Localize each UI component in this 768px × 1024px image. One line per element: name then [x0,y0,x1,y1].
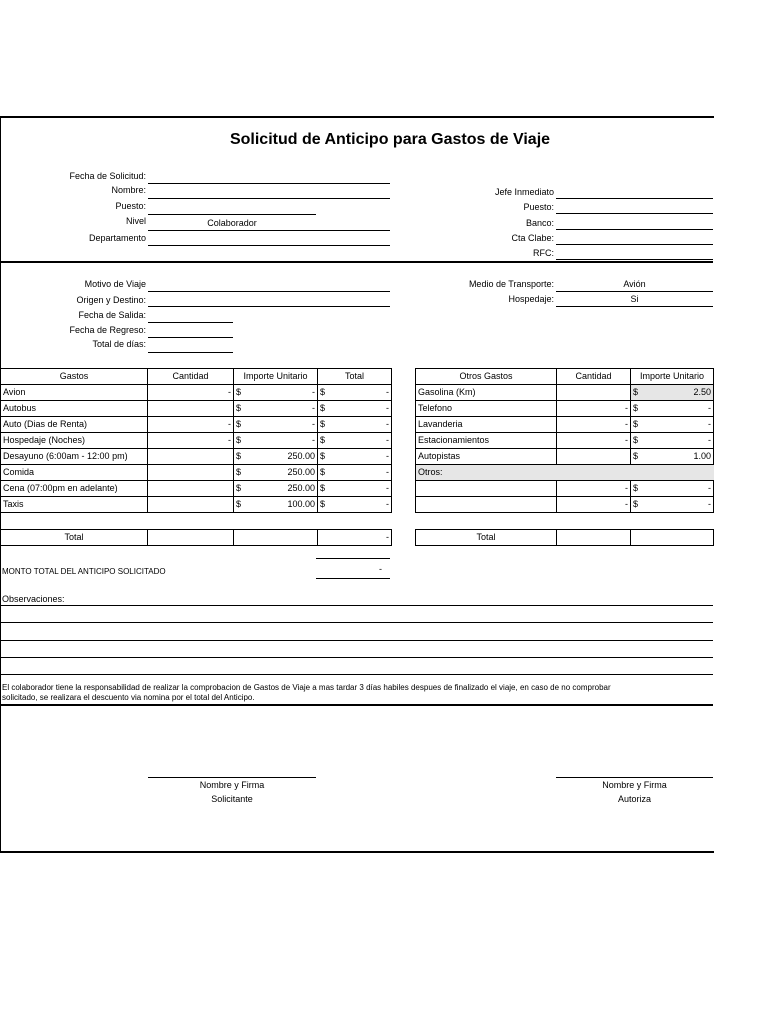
total-row [1,530,392,546]
other-expense-qty[interactable]: - [557,401,631,417]
field-label-puesto-jefe: Puesto: [523,202,554,212]
field-line-hospedaje [556,306,713,307]
other-expense-unit[interactable]: - [708,499,711,509]
signature-caption: Nombre y Firma [199,780,265,790]
currency-symbol: $ [236,451,242,461]
field-line-motivo[interactable] [148,291,390,292]
header-gastos: Gastos [1,369,148,385]
other-expense-unit[interactable]: - [708,483,711,493]
field-line-nivel [148,230,390,231]
field-label-fecha-solicitud: Fecha de Solicitud: [69,171,146,181]
signature-caption: Nombre y Firma [602,780,667,790]
expense-total: - [386,483,389,493]
currency-symbol: $ [320,499,326,509]
signature-line-solicitante [148,777,316,778]
observaciones-line[interactable] [0,605,713,606]
field-label-transporte: Medio de Transporte: [468,279,554,289]
table-header-row [416,369,714,385]
currency-symbol: $ [320,435,326,445]
total-label: Total [416,530,557,546]
other-expense-unit[interactable]: - [708,419,711,429]
other-expense-name: Telefono [416,401,557,417]
currency-symbol: $ [236,499,242,509]
field-line-banco[interactable] [556,229,713,230]
currency-symbol: $ [633,435,639,445]
total-row [416,530,714,546]
expense-total: - [386,435,389,445]
other-expense-qty[interactable] [557,385,631,401]
expense-name: Autobus [1,401,148,417]
currency-symbol: $ [236,483,242,493]
field-label-hospedaje: Hospedaje: [508,294,554,304]
observaciones-line[interactable] [0,674,713,675]
table-row [416,417,714,433]
other-expense-qty[interactable]: - [557,417,631,433]
field-label-total-dias: Total de días: [92,339,146,349]
header-importe: Importe Unitario [234,369,318,385]
expense-unit[interactable]: 100.00 [287,499,315,509]
header-otros-gastos: Otros Gastos [416,369,557,385]
header-cantidad: Cantidad [557,369,631,385]
field-line-puesto-jefe[interactable] [556,213,713,214]
currency-symbol: $ [633,387,639,397]
field-label-cta-clabe: Cta Clabe: [511,233,554,243]
currency-symbol: $ [320,403,326,413]
expense-total: - [386,451,389,461]
expense-total: - [386,499,389,509]
other-expense-unit[interactable]: 1.00 [693,451,711,461]
field-label-puesto: Puesto: [115,201,146,211]
expense-unit[interactable]: - [312,387,315,397]
field-line-nombre[interactable] [148,198,390,199]
field-line-fecha-regreso[interactable] [148,337,233,338]
other-expense-name: Estacionamientos [416,433,557,449]
table-row [416,481,714,497]
currency-symbol: $ [236,387,242,397]
disclaimer-line-2: solicitado, se realizara el descuento via nomina por el total del Anticipo. [2,693,255,702]
currency-symbol: $ [320,467,326,477]
currency-symbol: $ [320,451,326,461]
currency-symbol: $ [633,483,639,493]
expense-qty[interactable]: - [148,433,234,449]
expense-name: Comida [1,465,148,481]
signature-role: Autoriza [617,794,652,804]
table-row [1,401,392,417]
other-expense-qty[interactable]: - [557,481,631,497]
table-row [416,433,714,449]
expense-name: Desayuno (6:00am - 12:00 pm) [1,449,148,465]
table-row [1,417,392,433]
other-expense-unit[interactable]: 2.50 [693,387,711,397]
field-line-jefe[interactable] [556,198,713,199]
other-expense-qty[interactable]: - [557,433,631,449]
expenses-table [0,368,392,513]
section-divider [0,261,713,263]
table-row [1,385,392,401]
table-row [416,449,714,465]
signature-autoriza [556,780,713,804]
currency-symbol: $ [633,419,639,429]
other-expense-name: Gasolina (Km) [416,385,557,401]
expense-unit[interactable]: 250.00 [287,483,315,493]
header-importe: Importe Unitario [631,369,714,385]
monto-label: MONTO TOTAL DEL ANTICIPO SOLICITADO [2,567,166,576]
other-expense-name[interactable] [416,497,557,513]
header-cantidad: Cantidad [148,369,234,385]
table-row [1,433,392,449]
expense-total: - [386,419,389,429]
other-expense-qty[interactable] [557,449,631,465]
expense-total: - [386,387,389,397]
observaciones-line[interactable] [0,640,713,641]
signature-solicitante [148,780,316,804]
header-total: Total [318,369,392,385]
expense-unit[interactable]: - [312,419,315,429]
other-expenses-total-table [415,529,714,546]
field-value-hospedaje[interactable]: Si [630,294,639,304]
field-line-total-dias[interactable] [148,352,233,353]
expense-qty[interactable] [148,481,234,497]
expense-total: - [386,403,389,413]
table-row [1,481,392,497]
field-label-nivel: Nivel [125,216,146,226]
currency-symbol: $ [236,419,242,429]
otros-row [416,465,714,481]
disclaimer-divider [0,704,713,706]
signature-line-autoriza [556,777,713,778]
currency-symbol: $ [320,419,326,429]
field-label-nombre: Nombre: [111,185,146,195]
expense-qty[interactable] [148,401,234,417]
expense-qty[interactable]: - [148,385,234,401]
table-row [1,465,392,481]
field-line-fecha-salida[interactable] [148,322,233,323]
field-line-fecha-solicitud[interactable] [148,183,390,184]
expense-unit[interactable]: 250.00 [287,467,315,477]
expense-total: - [386,467,389,477]
expenses-total-table [0,529,392,546]
disclaimer-text [2,683,713,703]
expense-name: Cena (07:00pm en adelante) [1,481,148,497]
field-label-motivo: Motivo de Viaje [84,279,146,289]
field-label-jefe: Jefe Inmediato [494,187,554,197]
observaciones-label: Observaciones: [2,594,65,604]
field-label-departamento: Departamento [88,233,146,243]
table-row [1,497,392,513]
currency-symbol: $ [236,435,242,445]
currency-symbol: $ [320,387,326,397]
expense-name: Hospedaje (Noches) [1,433,148,449]
expense-unit[interactable]: - [312,435,315,445]
field-value-transporte[interactable]: Avión [623,279,646,289]
currency-symbol: $ [633,403,639,413]
observaciones-line[interactable] [0,657,713,658]
expense-unit[interactable]: 250.00 [287,451,315,461]
form-title: Solicitud de Anticipo para Gastos de Viaje [229,131,551,148]
currency-symbol: $ [633,499,639,509]
table-header-row [1,369,392,385]
expense-qty[interactable] [148,449,234,465]
field-label-fecha-salida: Fecha de Salida: [78,310,146,320]
field-label-banco: Banco: [525,218,554,228]
expense-qty[interactable]: - [148,417,234,433]
other-expense-unit[interactable]: - [708,403,711,413]
total-value: - [318,530,392,546]
expense-qty[interactable] [148,497,234,513]
other-expense-name: Lavanderia [416,417,557,433]
field-label-fecha-regreso: Fecha de Regreso: [69,325,146,335]
other-expense-qty[interactable]: - [557,497,631,513]
field-label-origen-destino: Origen y Destino: [76,295,146,305]
otros-label: Otros: [416,465,714,481]
other-expense-name[interactable] [416,481,557,497]
signature-role: Solicitante [211,794,253,804]
field-line-rfc[interactable] [556,259,713,260]
expense-name: Auto (Dias de Renta) [1,417,148,433]
field-line-transporte [556,291,713,292]
expense-name: Taxis [1,497,148,513]
currency-symbol: $ [236,467,242,477]
other-expense-unit[interactable]: - [708,435,711,445]
currency-symbol: $ [236,403,242,413]
monto-bottom-line [316,578,390,579]
other-expense-name: Autopistas [416,449,557,465]
disclaimer-line-1: El colaborador tiene la responsabilidad de realizar la comprobacion de Gastos de Viaje a mas tardar 3 días habiles despues de finalizado el viaje, en caso de no comprobar [2,683,611,692]
monto-value: - [379,564,382,574]
table-row [416,401,714,417]
expense-qty[interactable] [148,465,234,481]
table-row [1,449,392,465]
other-expenses-table [415,368,714,513]
monto-top-line [316,558,390,559]
table-row [416,385,714,401]
field-line-puesto[interactable] [148,214,316,215]
total-label: Total [1,530,148,546]
currency-symbol: $ [320,483,326,493]
field-line-cta-clabe[interactable] [556,244,713,245]
field-value-nivel[interactable]: Colaborador [207,218,257,228]
expense-unit[interactable]: - [312,403,315,413]
field-line-origen-destino[interactable] [148,306,390,307]
observaciones-line[interactable] [0,622,713,623]
field-line-departamento[interactable] [148,245,390,246]
field-label-rfc: RFC: [533,248,554,258]
table-row [416,497,714,513]
currency-symbol: $ [633,451,639,461]
expense-name: Avion [1,385,148,401]
